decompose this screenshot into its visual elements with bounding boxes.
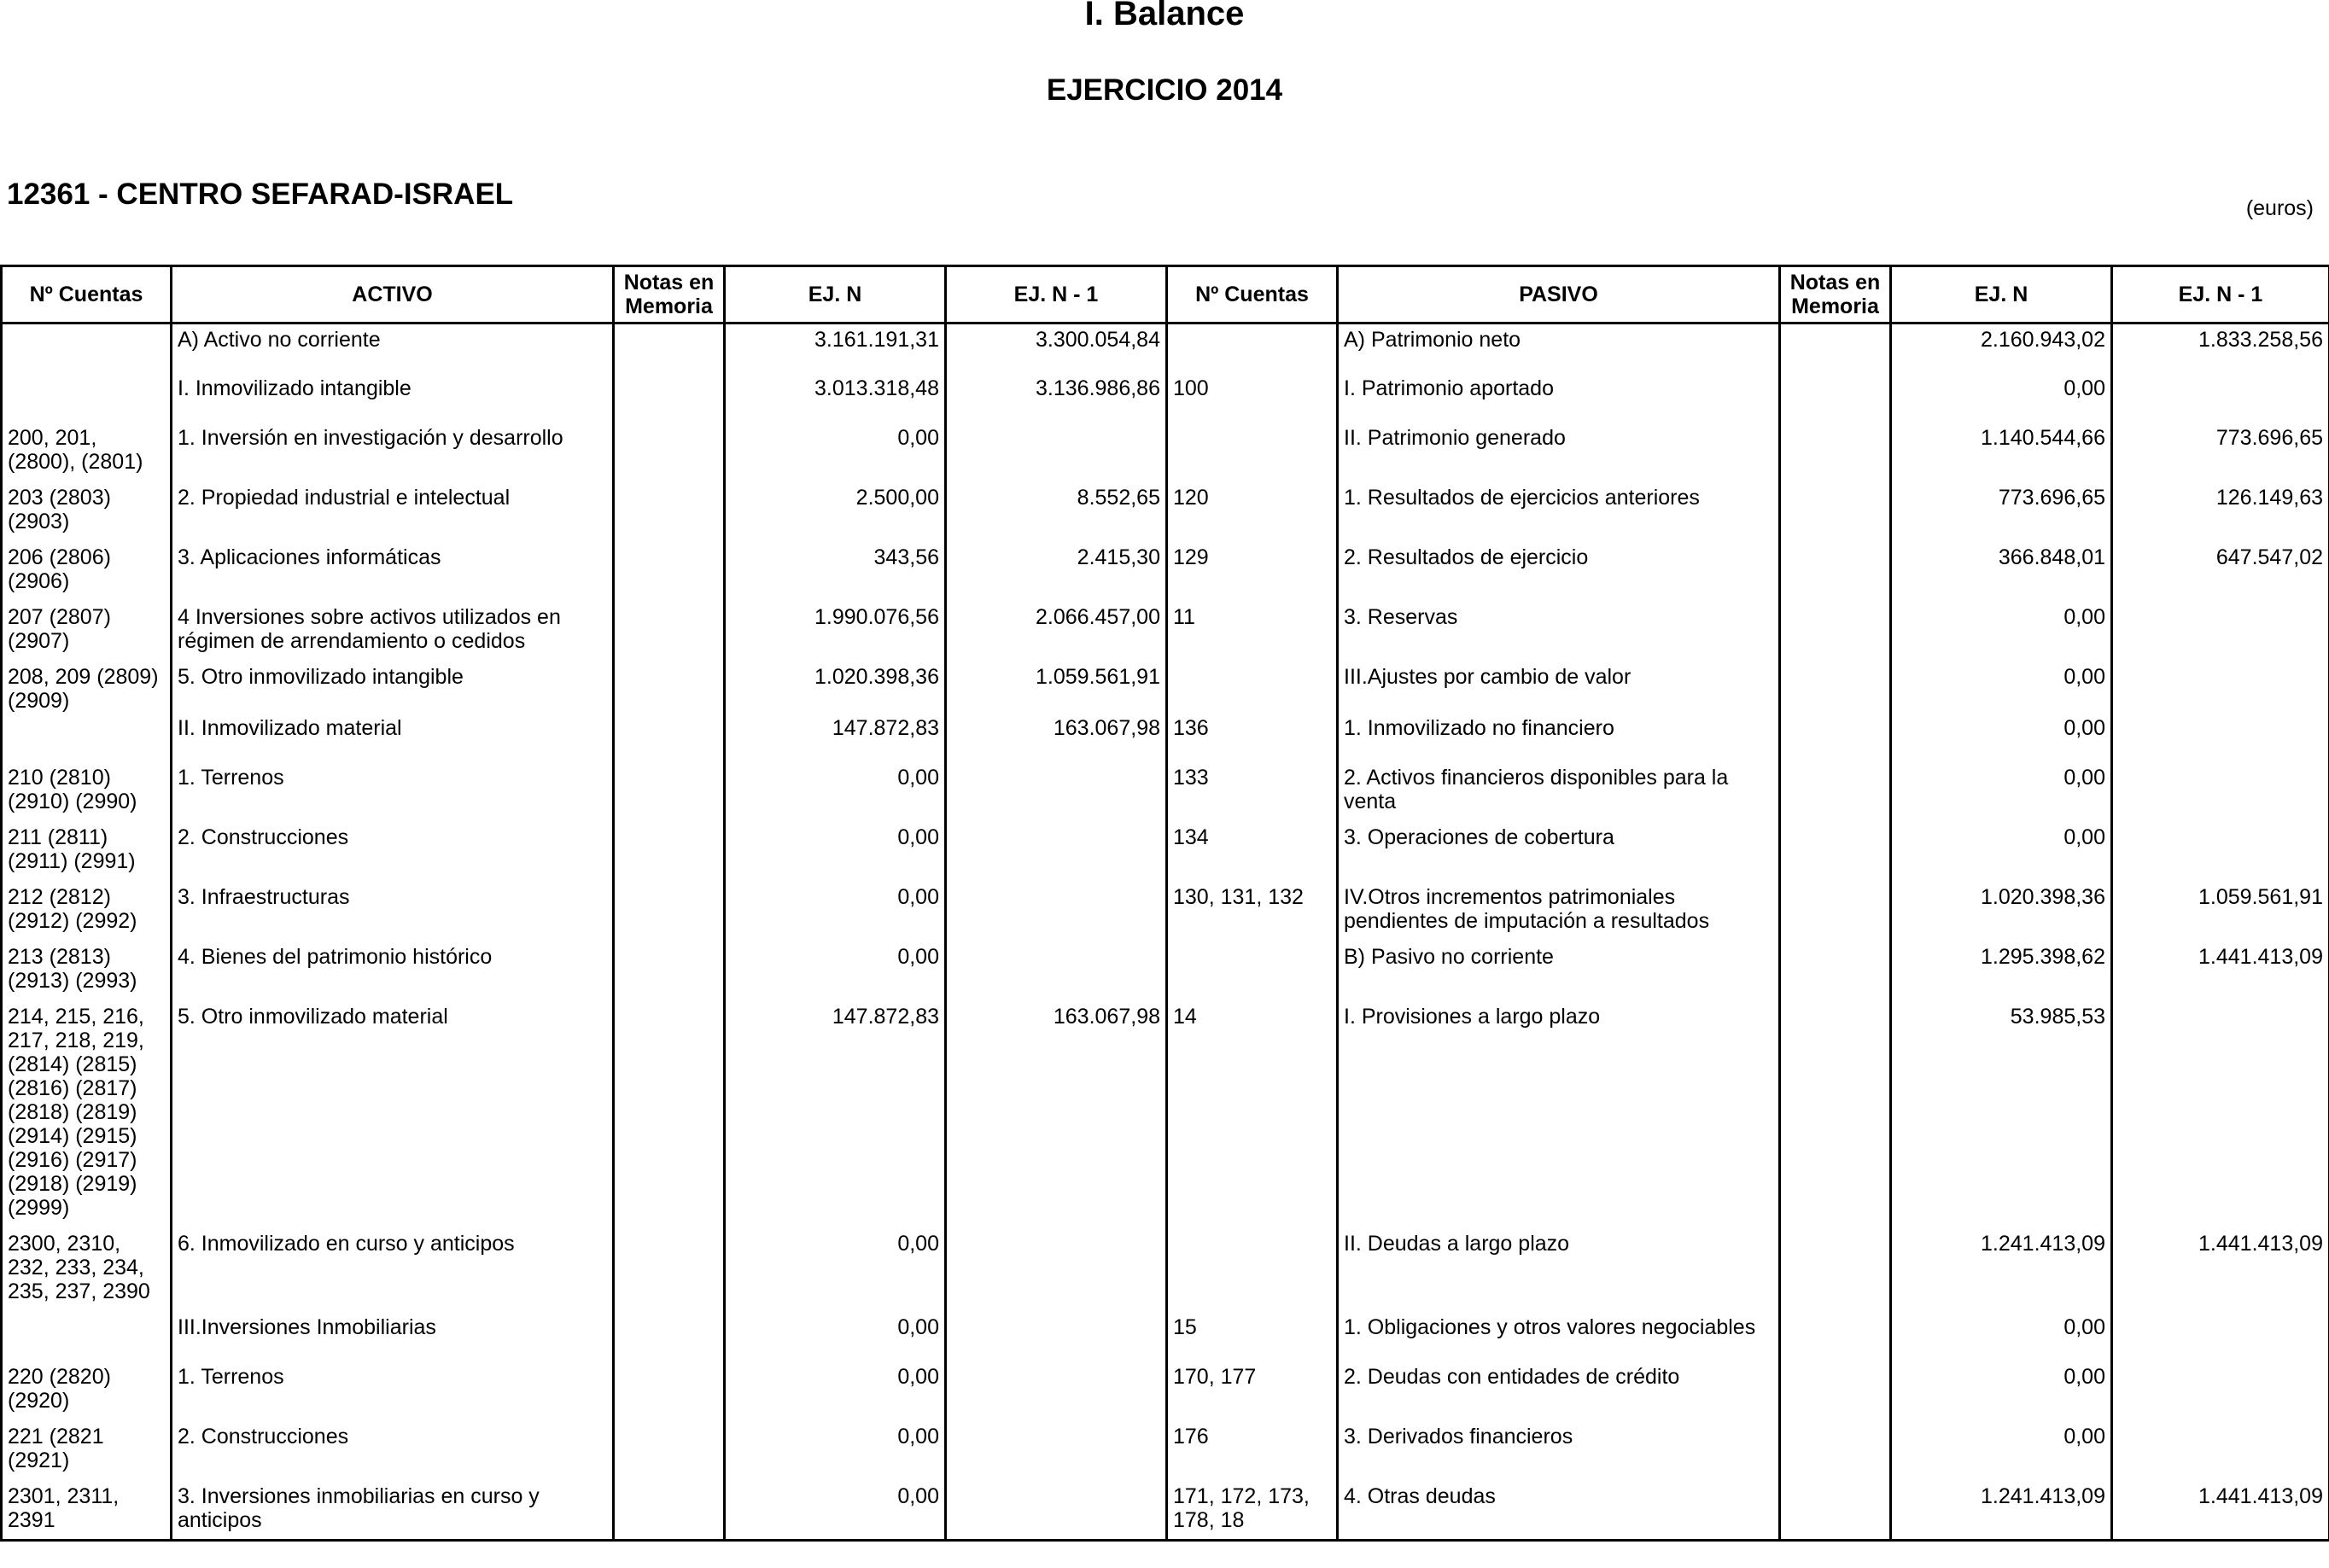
- pasivo-ejn-cell: 0,00: [1891, 822, 2112, 882]
- activo-ejn-cell: 0,00: [725, 762, 946, 822]
- activo-ejn-cell: 147.872,83: [725, 1001, 946, 1228]
- activo-cuentas-cell: 220 (2820) (2920): [2, 1361, 172, 1421]
- activo-ejn1-cell: [946, 882, 1167, 941]
- table-row: [2, 542, 2329, 602]
- activo-cuentas-cell: [2, 1312, 172, 1361]
- activo-ejn1-cell: 3.300.054,84: [946, 324, 1167, 373]
- pasivo-ejn-cell: 0,00: [1891, 713, 2112, 762]
- table-row: [2, 882, 2329, 941]
- pasivo-ejn1-cell: 1.441.413,09: [2112, 1228, 2329, 1312]
- pasivo-ejn1-cell: [2112, 1001, 2329, 1228]
- table-row: [2, 762, 2329, 822]
- pasivo-notas-cell: [1780, 324, 1891, 373]
- header-ejn1-pasivo: EJ. N - 1: [2112, 266, 2329, 324]
- pasivo-cuentas-cell: 100: [1167, 373, 1338, 423]
- pasivo-notas-cell: [1780, 762, 1891, 822]
- pasivo-ejn1-cell: 1.441.413,09: [2112, 941, 2329, 1001]
- pasivo-cuentas-cell: 133: [1167, 762, 1338, 822]
- pasivo-concepto-cell: 3. Operaciones de cobertura: [1338, 822, 1780, 882]
- activo-ejn1-cell: 2.415,30: [946, 542, 1167, 602]
- pasivo-concepto-cell: II. Deudas a largo plazo: [1338, 1228, 1780, 1312]
- header-notas-pasivo: Notas en Memoria: [1780, 266, 1891, 324]
- activo-concepto-cell: 3. Infraestructuras: [172, 882, 614, 941]
- activo-ejn-cell: 1.990.076,56: [725, 602, 946, 662]
- activo-notas-cell: [614, 713, 725, 762]
- pasivo-concepto-cell: I. Patrimonio aportado: [1338, 373, 1780, 423]
- table-row: [2, 1481, 2329, 1541]
- activo-concepto-cell: 6. Inmovilizado en curso y anticipos: [172, 1228, 614, 1312]
- activo-concepto-cell: 1. Inversión en investigación y desarrollo: [172, 423, 614, 482]
- activo-concepto-cell: 1. Terrenos: [172, 1361, 614, 1421]
- activo-ejn1-cell: 1.059.561,91: [946, 662, 1167, 713]
- pasivo-ejn-cell: 366.848,01: [1891, 542, 2112, 602]
- pasivo-notas-cell: [1780, 662, 1891, 713]
- activo-cuentas-cell: [2, 373, 172, 423]
- activo-ejn1-cell: 163.067,98: [946, 1001, 1167, 1228]
- table-row: [2, 423, 2329, 482]
- table-row: [2, 662, 2329, 713]
- pasivo-ejn-cell: 773.696,65: [1891, 482, 2112, 542]
- pasivo-notas-cell: [1780, 822, 1891, 882]
- activo-ejn1-cell: 2.066.457,00: [946, 602, 1167, 662]
- balance-table-body: [2, 324, 2329, 1541]
- pasivo-cuentas-cell: 171, 172, 173, 178, 18: [1167, 1481, 1338, 1541]
- activo-cuentas-cell: 212 (2812) (2912) (2992): [2, 882, 172, 941]
- pasivo-concepto-cell: 1. Resultados de ejercicios anteriores: [1338, 482, 1780, 542]
- pasivo-notas-cell: [1780, 602, 1891, 662]
- pasivo-ejn-cell: 0,00: [1891, 602, 2112, 662]
- header-ejn-activo: EJ. N: [725, 266, 946, 324]
- activo-concepto-cell: 4. Bienes del patrimonio histórico: [172, 941, 614, 1001]
- pasivo-notas-cell: [1780, 1361, 1891, 1421]
- pasivo-concepto-cell: 2. Activos financieros disponibles para la venta: [1338, 762, 1780, 822]
- pasivo-ejn1-cell: [2112, 1312, 2329, 1361]
- header-activo: ACTIVO: [172, 266, 614, 324]
- activo-concepto-cell: 2. Construcciones: [172, 1421, 614, 1481]
- pasivo-ejn1-cell: [2112, 662, 2329, 713]
- pasivo-ejn1-cell: 773.696,65: [2112, 423, 2329, 482]
- pasivo-notas-cell: [1780, 882, 1891, 941]
- activo-concepto-cell: 2. Construcciones: [172, 822, 614, 882]
- pasivo-ejn1-cell: [2112, 713, 2329, 762]
- activo-ejn1-cell: [946, 1361, 1167, 1421]
- pasivo-cuentas-cell: [1167, 423, 1338, 482]
- pasivo-concepto-cell: III.Ajustes por cambio de valor: [1338, 662, 1780, 713]
- activo-ejn-cell: 0,00: [725, 822, 946, 882]
- pasivo-ejn-cell: 1.140.544,66: [1891, 423, 2112, 482]
- pasivo-ejn-cell: 2.160.943,02: [1891, 324, 2112, 373]
- activo-notas-cell: [614, 762, 725, 822]
- table-row: [2, 1312, 2329, 1361]
- activo-ejn1-cell: [946, 1421, 1167, 1481]
- activo-notas-cell: [614, 1481, 725, 1541]
- pasivo-concepto-cell: 1. Obligaciones y otros valores negociables: [1338, 1312, 1780, 1361]
- activo-cuentas-cell: 200, 201, (2800), (2801): [2, 423, 172, 482]
- pasivo-notas-cell: [1780, 941, 1891, 1001]
- pasivo-notas-cell: [1780, 1481, 1891, 1541]
- activo-ejn-cell: 0,00: [725, 1228, 946, 1312]
- pasivo-notas-cell: [1780, 1001, 1891, 1228]
- header-notas-activo: Notas en Memoria: [614, 266, 725, 324]
- activo-cuentas-cell: 2301, 2311, 2391: [2, 1481, 172, 1541]
- activo-cuentas-cell: 207 (2807) (2907): [2, 602, 172, 662]
- activo-concepto-cell: 3. Aplicaciones informáticas: [172, 542, 614, 602]
- activo-ejn-cell: 0,00: [725, 1481, 946, 1541]
- activo-ejn1-cell: [946, 941, 1167, 1001]
- activo-ejn1-cell: [946, 822, 1167, 882]
- activo-ejn1-cell: [946, 762, 1167, 822]
- activo-notas-cell: [614, 423, 725, 482]
- activo-notas-cell: [614, 324, 725, 373]
- pasivo-notas-cell: [1780, 713, 1891, 762]
- activo-cuentas-cell: [2, 324, 172, 373]
- balance-table: [0, 265, 2329, 1542]
- activo-cuentas-cell: 210 (2810) (2910) (2990): [2, 762, 172, 822]
- pasivo-ejn-cell: 1.241.413,09: [1891, 1228, 2112, 1312]
- activo-ejn-cell: 1.020.398,36: [725, 662, 946, 713]
- activo-cuentas-cell: 2300, 2310, 232, 233, 234, 235, 237, 2390: [2, 1228, 172, 1312]
- pasivo-concepto-cell: IV.Otros incrementos patrimoniales pendientes de imputación a resultados: [1338, 882, 1780, 941]
- pasivo-notas-cell: [1780, 1228, 1891, 1312]
- pasivo-concepto-cell: A) Patrimonio neto: [1338, 324, 1780, 373]
- activo-cuentas-cell: 211 (2811) (2911) (2991): [2, 822, 172, 882]
- activo-concepto-cell: 3. Inversiones inmobiliarias en curso y anticipos: [172, 1481, 614, 1541]
- entity-name: 12361 - CENTRO SEFARAD-ISRAEL: [7, 178, 514, 211]
- pasivo-notas-cell: [1780, 482, 1891, 542]
- activo-ejn1-cell: [946, 423, 1167, 482]
- pasivo-ejn-cell: 0,00: [1891, 1361, 2112, 1421]
- fiscal-year-subtitle: EJERCICIO 2014: [1046, 73, 1283, 107]
- pasivo-notas-cell: [1780, 542, 1891, 602]
- header-cuentas-activo: Nº Cuentas: [2, 266, 172, 324]
- activo-notas-cell: [614, 373, 725, 423]
- activo-notas-cell: [614, 882, 725, 941]
- pasivo-ejn1-cell: [2112, 602, 2329, 662]
- activo-concepto-cell: I. Inmovilizado intangible: [172, 373, 614, 423]
- pasivo-cuentas-cell: 14: [1167, 1001, 1338, 1228]
- pasivo-cuentas-cell: 15: [1167, 1312, 1338, 1361]
- pasivo-cuentas-cell: 120: [1167, 482, 1338, 542]
- activo-concepto-cell: A) Activo no corriente: [172, 324, 614, 373]
- activo-notas-cell: [614, 822, 725, 882]
- activo-ejn-cell: 147.872,83: [725, 713, 946, 762]
- activo-notas-cell: [614, 542, 725, 602]
- activo-ejn1-cell: [946, 1481, 1167, 1541]
- activo-ejn-cell: 2.500,00: [725, 482, 946, 542]
- activo-notas-cell: [614, 602, 725, 662]
- pasivo-ejn-cell: 1.020.398,36: [1891, 882, 2112, 941]
- pasivo-ejn1-cell: 1.441.413,09: [2112, 1481, 2329, 1541]
- pasivo-cuentas-cell: 136: [1167, 713, 1338, 762]
- activo-cuentas-cell: 208, 209 (2809) (2909): [2, 662, 172, 713]
- pasivo-ejn1-cell: 1.833.258,56: [2112, 324, 2329, 373]
- pasivo-concepto-cell: II. Patrimonio generado: [1338, 423, 1780, 482]
- pasivo-concepto-cell: I. Provisiones a largo plazo: [1338, 1001, 1780, 1228]
- pasivo-concepto-cell: 2. Resultados de ejercicio: [1338, 542, 1780, 602]
- pasivo-concepto-cell: B) Pasivo no corriente: [1338, 941, 1780, 1001]
- activo-ejn-cell: 0,00: [725, 1361, 946, 1421]
- activo-cuentas-cell: 213 (2813) (2913) (2993): [2, 941, 172, 1001]
- pasivo-ejn-cell: 1.241.413,09: [1891, 1481, 2112, 1541]
- pasivo-cuentas-cell: [1167, 1228, 1338, 1312]
- pasivo-concepto-cell: 1. Inmovilizado no financiero: [1338, 713, 1780, 762]
- pasivo-ejn-cell: 0,00: [1891, 762, 2112, 822]
- activo-notas-cell: [614, 941, 725, 1001]
- table-row: [2, 1361, 2329, 1421]
- activo-ejn1-cell: [946, 1312, 1167, 1361]
- pasivo-notas-cell: [1780, 1312, 1891, 1361]
- pasivo-ejn-cell: 0,00: [1891, 662, 2112, 713]
- activo-notas-cell: [614, 1312, 725, 1361]
- activo-cuentas-cell: 221 (2821 (2921): [2, 1421, 172, 1481]
- pasivo-ejn1-cell: [2112, 1361, 2329, 1421]
- pasivo-cuentas-cell: 11: [1167, 602, 1338, 662]
- activo-ejn-cell: 0,00: [725, 423, 946, 482]
- table-header-row: [2, 266, 2329, 324]
- table-row: [2, 1001, 2329, 1228]
- pasivo-cuentas-cell: 176: [1167, 1421, 1338, 1481]
- table-row: [2, 602, 2329, 662]
- pasivo-concepto-cell: 2. Deudas con entidades de crédito: [1338, 1361, 1780, 1421]
- activo-notas-cell: [614, 1361, 725, 1421]
- pasivo-concepto-cell: 3. Reservas: [1338, 602, 1780, 662]
- header-cuentas-pasivo: Nº Cuentas: [1167, 266, 1338, 324]
- activo-ejn-cell: 3.013.318,48: [725, 373, 946, 423]
- header-ejn1-activo: EJ. N - 1: [946, 266, 1167, 324]
- pasivo-notas-cell: [1780, 423, 1891, 482]
- header-ejn-pasivo: EJ. N: [1891, 266, 2112, 324]
- activo-cuentas-cell: [2, 713, 172, 762]
- pasivo-cuentas-cell: 129: [1167, 542, 1338, 602]
- pasivo-cuentas-cell: 130, 131, 132: [1167, 882, 1338, 941]
- pasivo-ejn-cell: 1.295.398,62: [1891, 941, 2112, 1001]
- activo-notas-cell: [614, 1001, 725, 1228]
- pasivo-ejn1-cell: [2112, 762, 2329, 822]
- pasivo-cuentas-cell: 170, 177: [1167, 1361, 1338, 1421]
- table-row: [2, 822, 2329, 882]
- activo-concepto-cell: II. Inmovilizado material: [172, 713, 614, 762]
- activo-ejn-cell: 0,00: [725, 1421, 946, 1481]
- pasivo-concepto-cell: 4. Otras deudas: [1338, 1481, 1780, 1541]
- activo-notas-cell: [614, 1421, 725, 1481]
- pasivo-cuentas-cell: [1167, 662, 1338, 713]
- pasivo-ejn1-cell: [2112, 822, 2329, 882]
- pasivo-cuentas-cell: 134: [1167, 822, 1338, 882]
- activo-ejn1-cell: [946, 1228, 1167, 1312]
- page-title: I. Balance: [1084, 0, 1245, 32]
- activo-ejn-cell: 343,56: [725, 542, 946, 602]
- pasivo-ejn1-cell: 1.059.561,91: [2112, 882, 2329, 941]
- activo-concepto-cell: III.Inversiones Inmobiliarias: [172, 1312, 614, 1361]
- table-row: [2, 324, 2329, 373]
- activo-ejn-cell: 0,00: [725, 1312, 946, 1361]
- header-pasivo: PASIVO: [1338, 266, 1780, 324]
- activo-ejn-cell: 3.161.191,31: [725, 324, 946, 373]
- pasivo-cuentas-cell: [1167, 941, 1338, 1001]
- activo-notas-cell: [614, 662, 725, 713]
- pasivo-cuentas-cell: [1167, 324, 1338, 373]
- pasivo-notas-cell: [1780, 373, 1891, 423]
- activo-cuentas-cell: 206 (2806) (2906): [2, 542, 172, 602]
- pasivo-ejn-cell: 0,00: [1891, 1421, 2112, 1481]
- table-row: [2, 1421, 2329, 1481]
- activo-ejn-cell: 0,00: [725, 941, 946, 1001]
- activo-concepto-cell: 5. Otro inmovilizado material: [172, 1001, 614, 1228]
- pasivo-ejn1-cell: [2112, 1421, 2329, 1481]
- pasivo-concepto-cell: 3. Derivados financieros: [1338, 1421, 1780, 1481]
- activo-concepto-cell: 2. Propiedad industrial e intelectual: [172, 482, 614, 542]
- table-row: [2, 482, 2329, 542]
- pasivo-ejn1-cell: [2112, 373, 2329, 423]
- activo-concepto-cell: 1. Terrenos: [172, 762, 614, 822]
- pasivo-ejn-cell: 0,00: [1891, 1312, 2112, 1361]
- activo-concepto-cell: 5. Otro inmovilizado intangible: [172, 662, 614, 713]
- pasivo-ejn-cell: 0,00: [1891, 373, 2112, 423]
- activo-cuentas-cell: 214, 215, 216, 217, 218, 219, (2814) (2815) (2816) (2817) (2818) (2819) (2914) (2915) (2916) (2917) (2918) (2919) (2999): [2, 1001, 172, 1228]
- activo-notas-cell: [614, 1228, 725, 1312]
- activo-concepto-cell: 4 Inversiones sobre activos utilizados en régimen de arrendamiento o cedidos: [172, 602, 614, 662]
- pasivo-ejn-cell: 53.985,53: [1891, 1001, 2112, 1228]
- table-row: [2, 1228, 2329, 1312]
- pasivo-notas-cell: [1780, 1421, 1891, 1481]
- table-row: [2, 941, 2329, 1001]
- table-row: [2, 373, 2329, 423]
- activo-notas-cell: [614, 482, 725, 542]
- activo-ejn1-cell: 163.067,98: [946, 713, 1167, 762]
- activo-ejn-cell: 0,00: [725, 882, 946, 941]
- table-row: [2, 713, 2329, 762]
- activo-cuentas-cell: 203 (2803) (2903): [2, 482, 172, 542]
- pasivo-ejn1-cell: 647.547,02: [2112, 542, 2329, 602]
- currency-units: (euros): [2245, 196, 2314, 220]
- pasivo-ejn1-cell: 126.149,63: [2112, 482, 2329, 542]
- activo-ejn1-cell: 3.136.986,86: [946, 373, 1167, 423]
- activo-ejn1-cell: 8.552,65: [946, 482, 1167, 542]
